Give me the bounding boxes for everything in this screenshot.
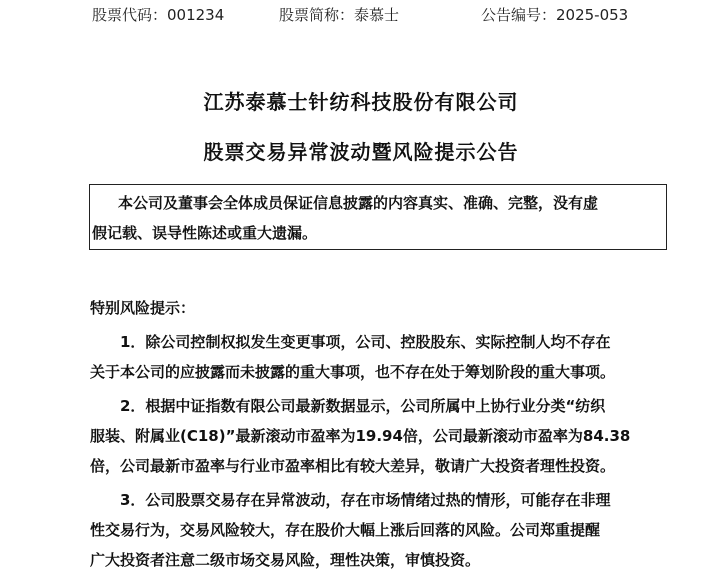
risk-item-2-line-3: 倍，公司最新市盈率与行业市盈率相比有较大差异，敬请广大投资者理性投资。 [90,457,616,475]
company-name: 江苏泰慕士针纺科技股份有限公司 [203,90,519,114]
risk-item-3-line-1: 3．公司股票交易存在异常波动，存在市场情绪过热的情形，可能存在非理 [120,491,611,509]
risk-item-1-line-2: 关于本公司的应披露而未披露的重大事项，也不存在处于筹划阶段的重大事项。 [90,363,616,381]
stock-abbreviation: 股票简称：泰慕士 [279,6,400,24]
risk-heading: 特别风险提示： [90,299,196,317]
risk-item-2-line-2: 服装、附属业(C18)”最新滚动市盈率为19.94倍，公司最新滚动市盈率为84.38 [90,427,631,445]
risk-item-3-line-3: 广大投资者注意二级市场交易风险，理性决策，审慎投资。 [90,551,481,569]
risk-item-3-line-2: 性交易行为，交易风险较大，存在股价大幅上涨后回落的风险。公司郑重提醒 [90,521,601,539]
notice-title: 股票交易异常波动暨风险提示公告 [203,140,519,164]
statement-line: 本公司及董事会全体成员保证信息披露的内容真实、准确、完整，没有虚 [118,194,599,212]
risk-item-1-line-1: 1．除公司控制权拟发生变更事项，公司、控股股东、实际控制人均不存在 [120,333,611,351]
statement-line: 假记载、误导性陈述或重大遗漏。 [92,224,318,242]
risk-item-2-line-1: 2．根据中证指数有限公司最新数据显示，公司所属中上协行业分类“纺织 [120,397,606,415]
board-statement-box [89,184,667,250]
document-header [0,4,722,26]
notice-number: 公告编号：2025-053 [481,6,629,24]
stock-code: 股票代码：001234 [92,6,225,24]
